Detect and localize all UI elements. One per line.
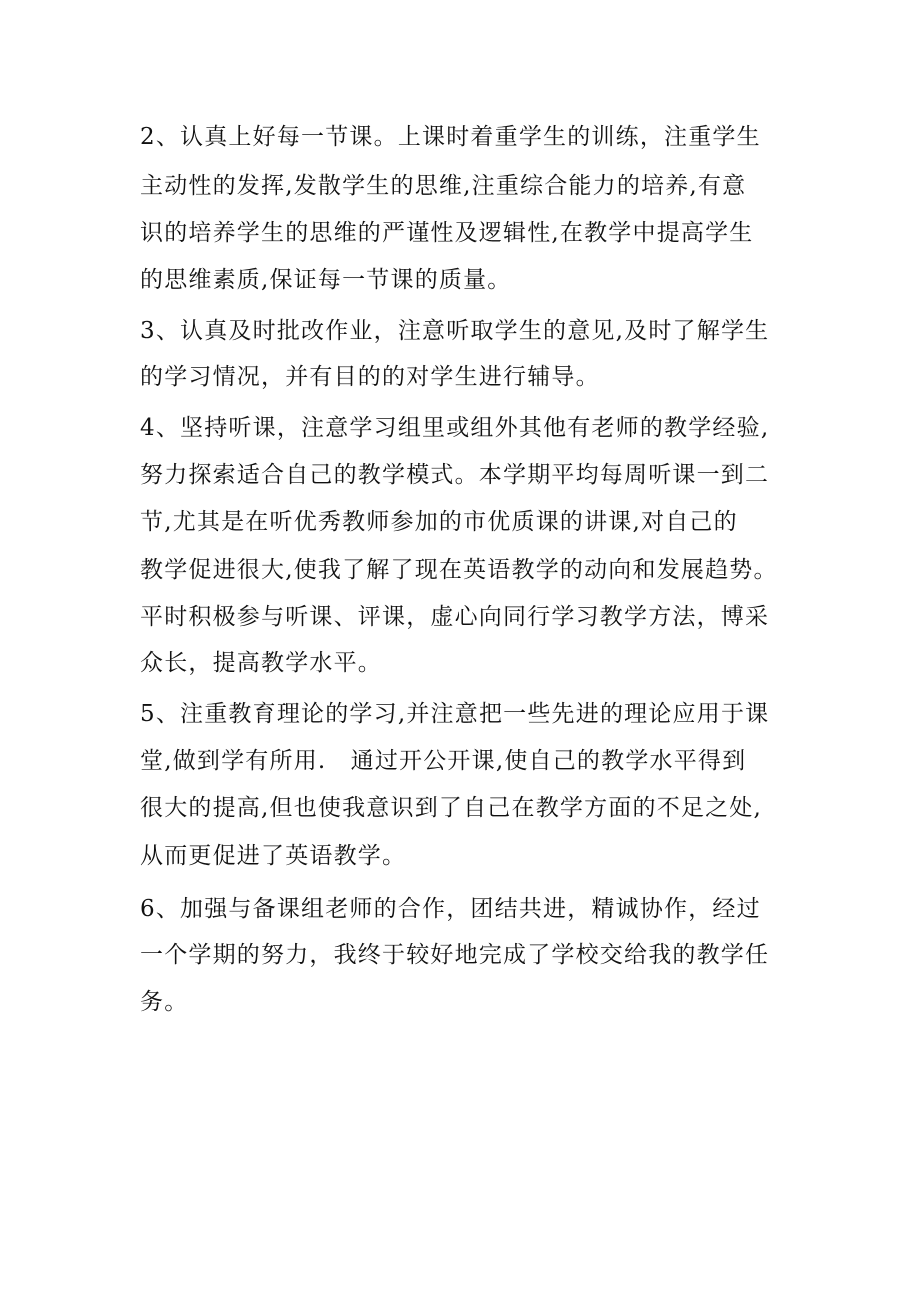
text-line: 从而更促进了英语教学。 [140,843,407,869]
text-line: 一个学期的努力，我终于较好地完成了学校交给我的教学任 [140,942,770,968]
text-line: 主动性的发挥,发散学生的思维,注重综合能力的培养,有意 [140,173,747,199]
text-line: 3、认真及时批改作业，注意听取学生的意见,及时了解学生 [140,318,770,344]
text-line: 众长，提高教学水平。 [140,650,382,676]
text-line: 的学习情况，并有目的的对学生进行辅导。 [140,364,600,390]
text-line: 很大的提高,但也使我意识到了自己在教学方面的不足之处, [140,795,763,821]
text-line: 6、加强与备课组老师的合作，团结共进，精诚协作，经过 [140,896,761,922]
text-line: 识的培养学生的思维的严谨性及逻辑性,在教学中提高学生 [140,220,754,246]
text-line: 2、认真上好每一节课。上课时着重学生的训练，注重学生 [140,124,761,150]
text-line: 堂,做到学有所用. 通过开公开课,使自己的教学水平得到 [140,748,747,774]
text-line: 4、坚持听课，注意学习组里或组外其他有老师的教学经验, [140,415,770,441]
text-line: 教学促进很大,使我了解了现在英语教学的动向和发展趋势。 [140,557,778,583]
text-line: 平时积极参与听课、评课，虚心向同行学习教学方法，博采 [140,604,770,630]
text-line: 5、注重教育理论的学习,并注意把一些先进的理论应用于课 [140,701,770,727]
text-line: 务。 [140,989,189,1015]
text-line: 努力探索适合自己的教学模式。本学期平均每周听课一到二 [140,462,770,488]
text-line: 的思维素质,保证每一节课的质量。 [140,267,512,293]
text-line: 节,尤其是在听优秀教师参加的市优质课的讲课,对自己的 [140,509,738,535]
